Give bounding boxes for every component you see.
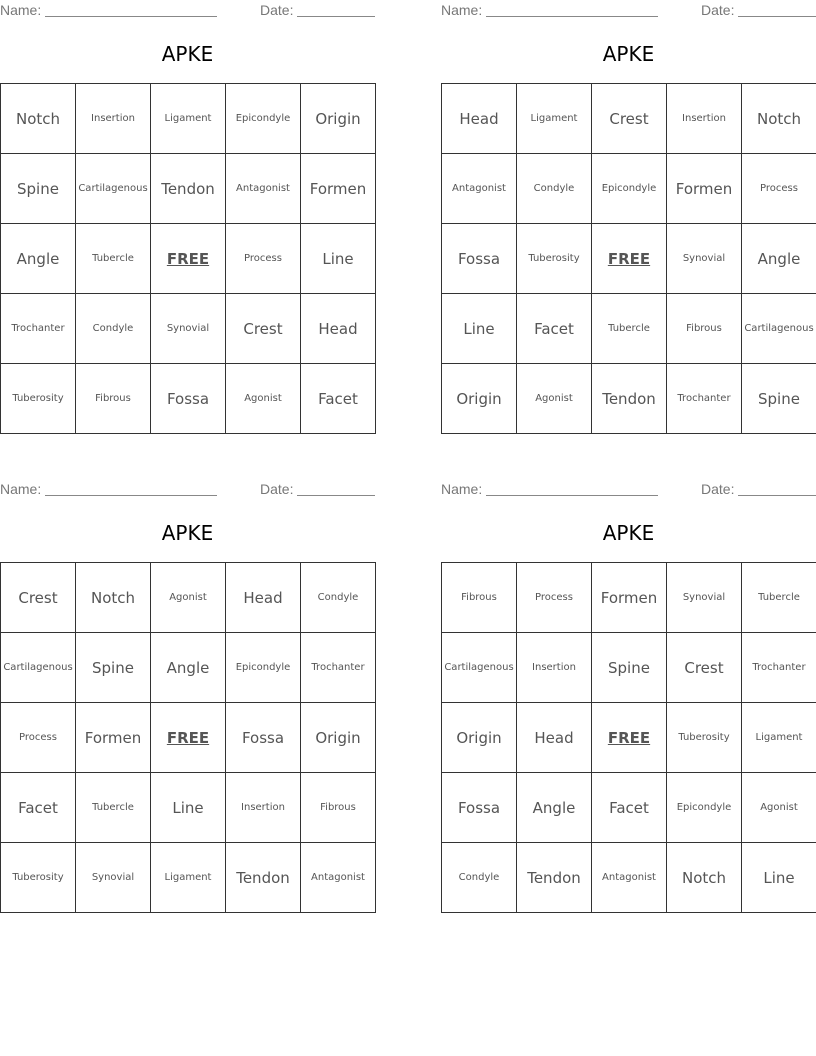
bingo-cell: Line: [442, 294, 517, 364]
bingo-cell: Agonist: [151, 563, 226, 633]
grid-row: [442, 84, 816, 154]
bingo-cell: Angle: [742, 224, 816, 294]
grid-row: [1, 154, 376, 224]
bingo-cell: Spine: [1, 154, 76, 224]
bingo-cell: Insertion: [76, 84, 151, 154]
name-label: Name:: [0, 481, 42, 497]
bingo-cell: Head: [442, 84, 517, 154]
bingo-cell: Condyle: [517, 154, 592, 224]
date-label: Date:: [260, 481, 294, 497]
bingo-cell: Fibrous: [76, 364, 151, 434]
grid-row: [442, 703, 816, 773]
bingo-cell: Spine: [76, 633, 151, 703]
grid-row: [1, 703, 376, 773]
bingo-cell: Crest: [592, 84, 667, 154]
bingo-cell: Tubercle: [76, 224, 151, 294]
bingo-cell: Spine: [742, 364, 816, 434]
bingo-cell: Cartilagenous: [742, 294, 816, 364]
bingo-cell: Tendon: [226, 843, 301, 913]
bingo-cell: Tendon: [592, 364, 667, 434]
bingo-cell: Condyle: [301, 563, 376, 633]
bingo-cell: Facet: [592, 773, 667, 843]
card-header: [441, 479, 816, 499]
bingo-cell: Trochanter: [301, 633, 376, 703]
bingo-cell: Insertion: [517, 633, 592, 703]
bingo-card-2: [441, 0, 816, 435]
bingo-cell: Fossa: [226, 703, 301, 773]
bingo-grid: [441, 562, 816, 913]
date-line: [738, 495, 816, 496]
bingo-cell: Ligament: [517, 84, 592, 154]
card-title: APKE: [602, 42, 655, 66]
bingo-cell: Epicondyle: [226, 84, 301, 154]
bingo-cell: Insertion: [667, 84, 742, 154]
bingo-cell: Cartilagenous: [442, 633, 517, 703]
bingo-card-1: [0, 0, 375, 435]
bingo-cell: Head: [226, 563, 301, 633]
bingo-cell: Process: [742, 154, 816, 224]
bingo-grid: [441, 83, 816, 434]
bingo-cell: Epicondyle: [226, 633, 301, 703]
bingo-cell: Fibrous: [442, 563, 517, 633]
grid-row: [442, 294, 816, 364]
date-label: Date:: [260, 2, 294, 18]
bingo-cell: Insertion: [226, 773, 301, 843]
name-line: [45, 16, 217, 17]
bingo-cell: Notch: [742, 84, 816, 154]
bingo-cell: Tuberosity: [1, 364, 76, 434]
bingo-cell: Head: [517, 703, 592, 773]
bingo-cell: Spine: [592, 633, 667, 703]
name-label: Name:: [0, 2, 42, 18]
bingo-cell: Line: [301, 224, 376, 294]
bingo-cell: Fibrous: [301, 773, 376, 843]
bingo-cell: Origin: [301, 84, 376, 154]
grid-row: [1, 294, 376, 364]
bingo-cell: Agonist: [517, 364, 592, 434]
free-cell: FREE: [592, 224, 667, 294]
bingo-cell: Trochanter: [742, 633, 816, 703]
card-header: [441, 0, 816, 20]
free-cell: FREE: [151, 224, 226, 294]
card-title: APKE: [602, 521, 655, 545]
bingo-grid: [0, 83, 376, 434]
bingo-cell: Trochanter: [1, 294, 76, 364]
bingo-cell: Formen: [76, 703, 151, 773]
bingo-cell: Antagonist: [226, 154, 301, 224]
bingo-cell: Epicondyle: [667, 773, 742, 843]
bingo-cell: Crest: [226, 294, 301, 364]
bingo-cell: Tendon: [517, 843, 592, 913]
grid-row: [442, 843, 816, 913]
bingo-cell: Ligament: [151, 843, 226, 913]
name-line: [486, 16, 658, 17]
grid-row: [442, 154, 816, 224]
bingo-cell: Ligament: [742, 703, 816, 773]
bingo-cell: Cartilagenous: [76, 154, 151, 224]
bingo-cell: Line: [742, 843, 816, 913]
bingo-cell: Fossa: [442, 224, 517, 294]
bingo-cell: Facet: [1, 773, 76, 843]
grid-row: [442, 224, 816, 294]
bingo-cell: Agonist: [226, 364, 301, 434]
bingo-cell: Epicondyle: [592, 154, 667, 224]
bingo-cell: Process: [226, 224, 301, 294]
grid-row: [1, 773, 376, 843]
bingo-cell: Facet: [301, 364, 376, 434]
grid-row: [1, 84, 376, 154]
bingo-cell: Tuberosity: [1, 843, 76, 913]
bingo-cell: Fossa: [151, 364, 226, 434]
bingo-cell: Angle: [151, 633, 226, 703]
card-title: APKE: [161, 521, 214, 545]
bingo-cell: Origin: [442, 703, 517, 773]
bingo-card-3: [0, 479, 375, 914]
card-header: [0, 479, 375, 499]
bingo-cell: Formen: [592, 563, 667, 633]
bingo-cell: Tuberosity: [667, 703, 742, 773]
bingo-cell: Agonist: [742, 773, 816, 843]
bingo-cell: Notch: [667, 843, 742, 913]
bingo-cell: Tubercle: [742, 563, 816, 633]
name-label: Name:: [441, 2, 483, 18]
bingo-cell: Origin: [301, 703, 376, 773]
bingo-cell: Process: [1, 703, 76, 773]
grid-row: [1, 224, 376, 294]
date-line: [738, 16, 816, 17]
bingo-cell: Antagonist: [592, 843, 667, 913]
bingo-cell: Crest: [1, 563, 76, 633]
bingo-cell: Angle: [517, 773, 592, 843]
bingo-cell: Synovial: [76, 843, 151, 913]
grid-row: [442, 633, 816, 703]
bingo-cell: Fossa: [442, 773, 517, 843]
bingo-cell: Notch: [76, 563, 151, 633]
free-cell: FREE: [151, 703, 226, 773]
bingo-cell: Trochanter: [667, 364, 742, 434]
grid-row: [1, 843, 376, 913]
card-title: APKE: [161, 42, 214, 66]
bingo-cell: Fibrous: [667, 294, 742, 364]
bingo-cell: Line: [151, 773, 226, 843]
grid-row: [1, 364, 376, 434]
grid-row: [1, 563, 376, 633]
grid-row: [1, 633, 376, 703]
bingo-cell: Process: [517, 563, 592, 633]
bingo-cell: Condyle: [442, 843, 517, 913]
bingo-cell: Origin: [442, 364, 517, 434]
bingo-cell: Tubercle: [592, 294, 667, 364]
grid-row: [442, 773, 816, 843]
bingo-cell: Tendon: [151, 154, 226, 224]
bingo-cell: Crest: [667, 633, 742, 703]
bingo-cell: Formen: [667, 154, 742, 224]
bingo-cell: Antagonist: [301, 843, 376, 913]
bingo-cell: Antagonist: [442, 154, 517, 224]
grid-row: [442, 364, 816, 434]
date-label: Date:: [701, 481, 735, 497]
bingo-cell: Synovial: [667, 563, 742, 633]
bingo-cell: Condyle: [76, 294, 151, 364]
bingo-cell: Angle: [1, 224, 76, 294]
grid-row: [442, 563, 816, 633]
bingo-cell: Synovial: [667, 224, 742, 294]
bingo-cell: Tuberosity: [517, 224, 592, 294]
date-line: [297, 495, 375, 496]
bingo-cell: Notch: [1, 84, 76, 154]
name-line: [486, 495, 658, 496]
bingo-cell: Synovial: [151, 294, 226, 364]
name-line: [45, 495, 217, 496]
bingo-card-4: [441, 479, 816, 914]
bingo-grid: [0, 562, 376, 913]
free-cell: FREE: [592, 703, 667, 773]
date-line: [297, 16, 375, 17]
bingo-cell: Facet: [517, 294, 592, 364]
bingo-cell: Head: [301, 294, 376, 364]
bingo-cell: Ligament: [151, 84, 226, 154]
card-header: [0, 0, 375, 20]
bingo-cell: Formen: [301, 154, 376, 224]
date-label: Date:: [701, 2, 735, 18]
bingo-cell: Tubercle: [76, 773, 151, 843]
name-label: Name:: [441, 481, 483, 497]
bingo-cell: Cartilagenous: [1, 633, 76, 703]
